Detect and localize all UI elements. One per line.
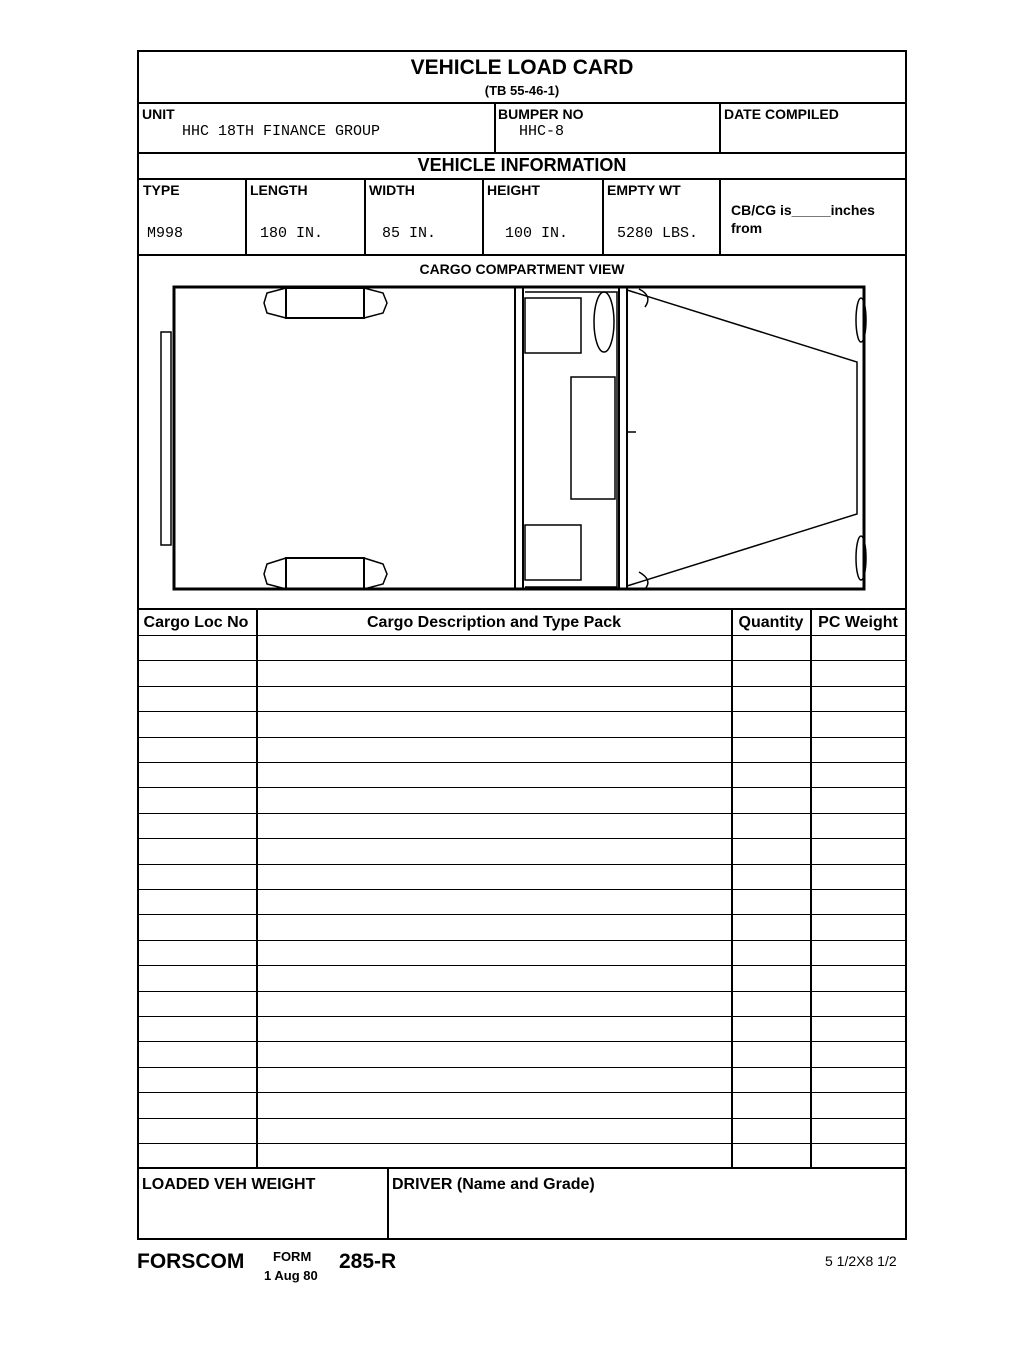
table-cell[interactable] (143, 944, 252, 963)
table-cell[interactable] (143, 868, 252, 887)
table-cell[interactable] (816, 1071, 901, 1090)
empty-weight-label: EMPTY WT (607, 182, 681, 198)
unit-value[interactable]: HHC 18TH FINANCE GROUP (182, 123, 381, 140)
table-cell[interactable] (262, 741, 727, 760)
height-value[interactable]: 100 IN. (505, 225, 569, 242)
form-title: VEHICLE LOAD CARD (410, 56, 634, 79)
table-row (139, 864, 905, 865)
footer-form-number: 285-R (339, 1250, 397, 1273)
table-cell[interactable] (143, 995, 252, 1014)
bumper-label: BUMPER NO (498, 106, 584, 122)
divider (731, 608, 733, 1168)
table-cell[interactable] (816, 639, 901, 658)
table-cell[interactable] (737, 817, 806, 836)
column-header-loc-no: Cargo Loc No (143, 614, 249, 631)
table-cell[interactable] (816, 842, 901, 861)
table-cell[interactable] (816, 893, 901, 912)
table-cell[interactable] (737, 1122, 806, 1141)
loaded-weight-label: LOADED VEH WEIGHT (142, 1176, 316, 1193)
type-value[interactable]: M998 (147, 225, 184, 242)
table-cell[interactable] (262, 842, 727, 861)
table-cell[interactable] (816, 969, 901, 988)
table-cell[interactable] (816, 1122, 901, 1141)
length-value[interactable]: 180 IN. (260, 225, 324, 242)
table-row (139, 1118, 905, 1119)
table-cell[interactable] (737, 1096, 806, 1115)
table-cell[interactable] (143, 842, 252, 861)
table-cell[interactable] (262, 868, 727, 887)
table-cell[interactable] (262, 664, 727, 683)
table-row (139, 813, 905, 814)
divider (256, 608, 258, 1168)
table-cell[interactable] (143, 639, 252, 658)
table-cell[interactable] (737, 766, 806, 785)
table-cell[interactable] (262, 690, 727, 709)
table-row (139, 762, 905, 763)
table-cell[interactable] (816, 1045, 901, 1064)
table-cell[interactable] (737, 741, 806, 760)
table-cell[interactable] (143, 1020, 252, 1039)
table-row (139, 965, 905, 966)
table-cell[interactable] (262, 918, 727, 937)
table-cell[interactable] (143, 664, 252, 683)
cargo-table (139, 608, 905, 1168)
table-cell[interactable] (143, 690, 252, 709)
table-cell[interactable] (816, 918, 901, 937)
table-cell[interactable] (816, 715, 901, 734)
table-cell[interactable] (816, 766, 901, 785)
cbcg-text-line2: from (731, 220, 763, 236)
vehicle-load-card-form (137, 50, 907, 1240)
footer-size: 5 1/2X8 1/2 (825, 1253, 897, 1269)
table-cell[interactable] (262, 766, 727, 785)
table-cell[interactable] (262, 1020, 727, 1039)
table-row (139, 991, 905, 992)
table-cell[interactable] (737, 1071, 806, 1090)
table-cell[interactable] (143, 1071, 252, 1090)
table-cell[interactable] (816, 741, 901, 760)
column-header-description: Cargo Description and Type Pack (367, 614, 621, 631)
table-cell[interactable] (737, 639, 806, 658)
table-row (139, 711, 905, 712)
table-cell[interactable] (143, 766, 252, 785)
table-cell[interactable] (143, 1147, 252, 1166)
table-cell[interactable] (143, 741, 252, 760)
table-cell[interactable] (737, 944, 806, 963)
table-cell[interactable] (262, 715, 727, 734)
table-cell[interactable] (262, 639, 727, 658)
table-cell[interactable] (262, 893, 727, 912)
table-cell[interactable] (262, 969, 727, 988)
table-cell[interactable] (737, 791, 806, 810)
table-row (139, 1067, 905, 1068)
type-label: TYPE (143, 182, 180, 198)
table-cell[interactable] (262, 1122, 727, 1141)
table-cell[interactable] (816, 1172, 901, 1191)
table-row (139, 660, 905, 661)
footer-form-word: FORM (273, 1249, 312, 1264)
table-cell[interactable] (737, 1172, 806, 1191)
cbcg-text-line1: CB/CG is_____inches (731, 202, 875, 218)
table-cell[interactable] (143, 817, 252, 836)
table-cell[interactable] (816, 1096, 901, 1115)
table-row (139, 1143, 905, 1144)
table-cell[interactable] (737, 918, 806, 937)
footer-form-date: 1 Aug 80 (264, 1268, 318, 1283)
table-cell[interactable] (816, 1020, 901, 1039)
footer-org: FORSCOM (137, 1250, 245, 1273)
table-row (139, 1041, 905, 1042)
table-cell[interactable] (737, 842, 806, 861)
table-cell[interactable] (143, 1096, 252, 1115)
table-cell[interactable] (737, 1045, 806, 1064)
table-row (139, 787, 905, 788)
table-row (139, 838, 905, 839)
bumper-value[interactable]: HHC-8 (519, 123, 565, 140)
divider (810, 608, 812, 1168)
table-cell[interactable] (816, 944, 901, 963)
table-cell[interactable] (262, 817, 727, 836)
form-subtitle: (TB 55-46-1) (484, 83, 560, 98)
table-cell[interactable] (262, 1071, 727, 1090)
table-cell[interactable] (143, 791, 252, 810)
column-header-pc-weight: PC Weight (818, 614, 898, 631)
table-cell[interactable] (816, 690, 901, 709)
table-cell[interactable] (816, 817, 901, 836)
table-cell[interactable] (262, 1096, 727, 1115)
table-cell[interactable] (737, 969, 806, 988)
height-label: HEIGHT (487, 182, 540, 198)
table-cell[interactable] (737, 868, 806, 887)
length-label: LENGTH (250, 182, 308, 198)
vehicle-top-view-diagram (139, 52, 905, 612)
table-cell[interactable] (816, 791, 901, 810)
table-cell[interactable] (262, 791, 727, 810)
table-cell[interactable] (737, 664, 806, 683)
width-label: WIDTH (369, 182, 415, 198)
divider (139, 1167, 905, 1169)
table-row (139, 1092, 905, 1093)
table-cell[interactable] (737, 1020, 806, 1039)
table-row (139, 889, 905, 890)
divider (387, 1167, 389, 1240)
driver-label: DRIVER (Name and Grade) (392, 1176, 595, 1193)
table-cell[interactable] (262, 1147, 727, 1166)
empty-weight-value[interactable]: 5280 LBS. (617, 225, 699, 242)
table-row (139, 686, 905, 687)
table-cell[interactable] (737, 715, 806, 734)
table-cell[interactable] (143, 1045, 252, 1064)
table-cell[interactable] (262, 944, 727, 963)
table-cell[interactable] (143, 918, 252, 937)
unit-label: UNIT (142, 106, 175, 122)
table-cell[interactable] (737, 690, 806, 709)
table-cell[interactable] (816, 868, 901, 887)
table-cell[interactable] (262, 1045, 727, 1064)
table-row (139, 940, 905, 941)
width-value[interactable]: 85 IN. (382, 225, 437, 242)
table-cell[interactable] (143, 715, 252, 734)
date-compiled-label: DATE COMPILED (724, 106, 839, 122)
table-cell[interactable] (737, 1147, 806, 1166)
table-row (139, 1016, 905, 1017)
table-cell[interactable] (737, 893, 806, 912)
table-cell[interactable] (816, 1147, 901, 1166)
table-row (139, 914, 905, 915)
table-row (139, 635, 905, 636)
column-header-quantity: Quantity (738, 614, 804, 631)
table-row (139, 737, 905, 738)
vehicle-info-heading: VEHICLE INFORMATION (417, 155, 627, 175)
table-cell[interactable] (143, 969, 252, 988)
cargo-view-heading: CARGO COMPARTMENT VIEW (419, 261, 625, 277)
table-cell[interactable] (816, 995, 901, 1014)
table-cell[interactable] (816, 664, 901, 683)
table-cell[interactable] (143, 1122, 252, 1141)
table-cell[interactable] (262, 995, 727, 1014)
table-cell[interactable] (143, 893, 252, 912)
table-cell[interactable] (737, 995, 806, 1014)
